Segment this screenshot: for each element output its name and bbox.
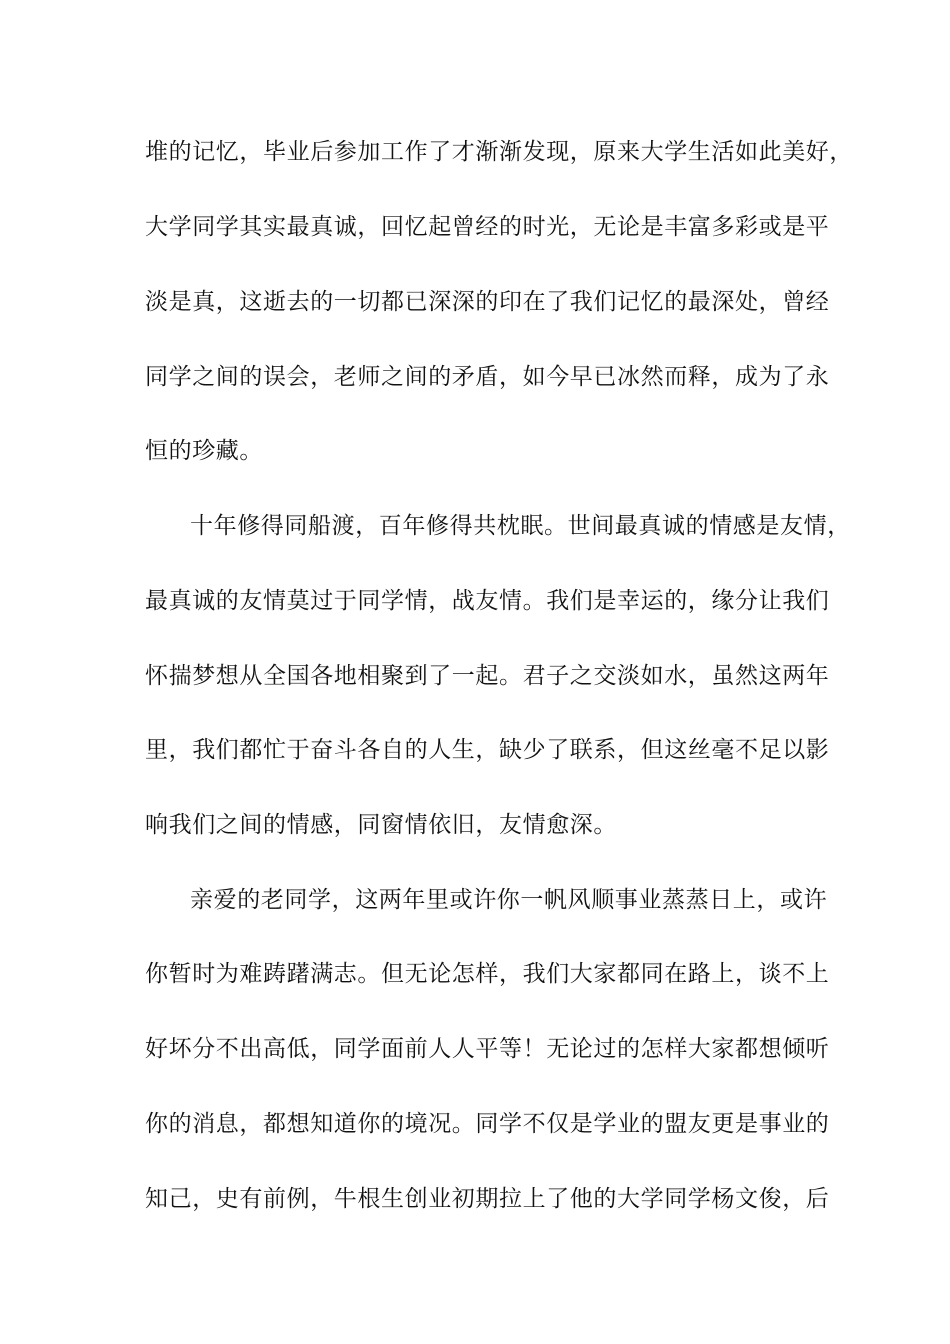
text-line: 大学同学其实最真诚，回忆起曾经的时光，无论是丰富多彩或是平	[145, 214, 830, 240]
text-line: 好坏分不出高低，同学面前人人平等！无论过的怎样大家都想倾听	[145, 1036, 830, 1062]
text-line: 堆的记忆，毕业后参加工作了才渐渐发现，原来大学生活如此美好，	[145, 139, 853, 165]
text-line: 同学之间的误会，老师之间的矛盾，如今早已冰然而释，成为了永	[145, 364, 830, 390]
text-line: 你暂时为难踌躇满志。但无论怎样，我们大家都同在路上，谈不上	[145, 961, 830, 987]
text-line: 淡是真，这逝去的一切都已深深的印在了我们记忆的最深处，曾经	[145, 289, 830, 315]
text-line: 你的消息，都想知道你的境况。同学不仅是学业的盟友更是事业的	[145, 1111, 830, 1137]
paragraph-start-line: 亲爱的老同学，这两年里或许你一帆风顺事业蒸蒸日上，或许	[190, 887, 828, 913]
text-line: 恒的珍藏。	[145, 438, 263, 464]
text-line: 怀揣梦想从全国各地相聚到了一起。君子之交淡如水，虽然这两年	[145, 663, 830, 689]
text-line: 知己，史有前例，牛根生创业初期拉上了他的大学同学杨文俊，后	[145, 1186, 830, 1212]
text-line: 响我们之间的情感，同窗情依旧，友情愈深。	[145, 812, 617, 838]
text-line: 里，我们都忙于奋斗各自的人生，缺少了联系，但这丝毫不足以影	[145, 737, 830, 763]
paragraph-start-line: 十年修得同船渡，百年修得共枕眠。世间最真诚的情感是友情，	[190, 513, 851, 539]
text-line: 最真诚的友情莫过于同学情，战友情。我们是幸运的，缘分让我们	[145, 588, 830, 614]
